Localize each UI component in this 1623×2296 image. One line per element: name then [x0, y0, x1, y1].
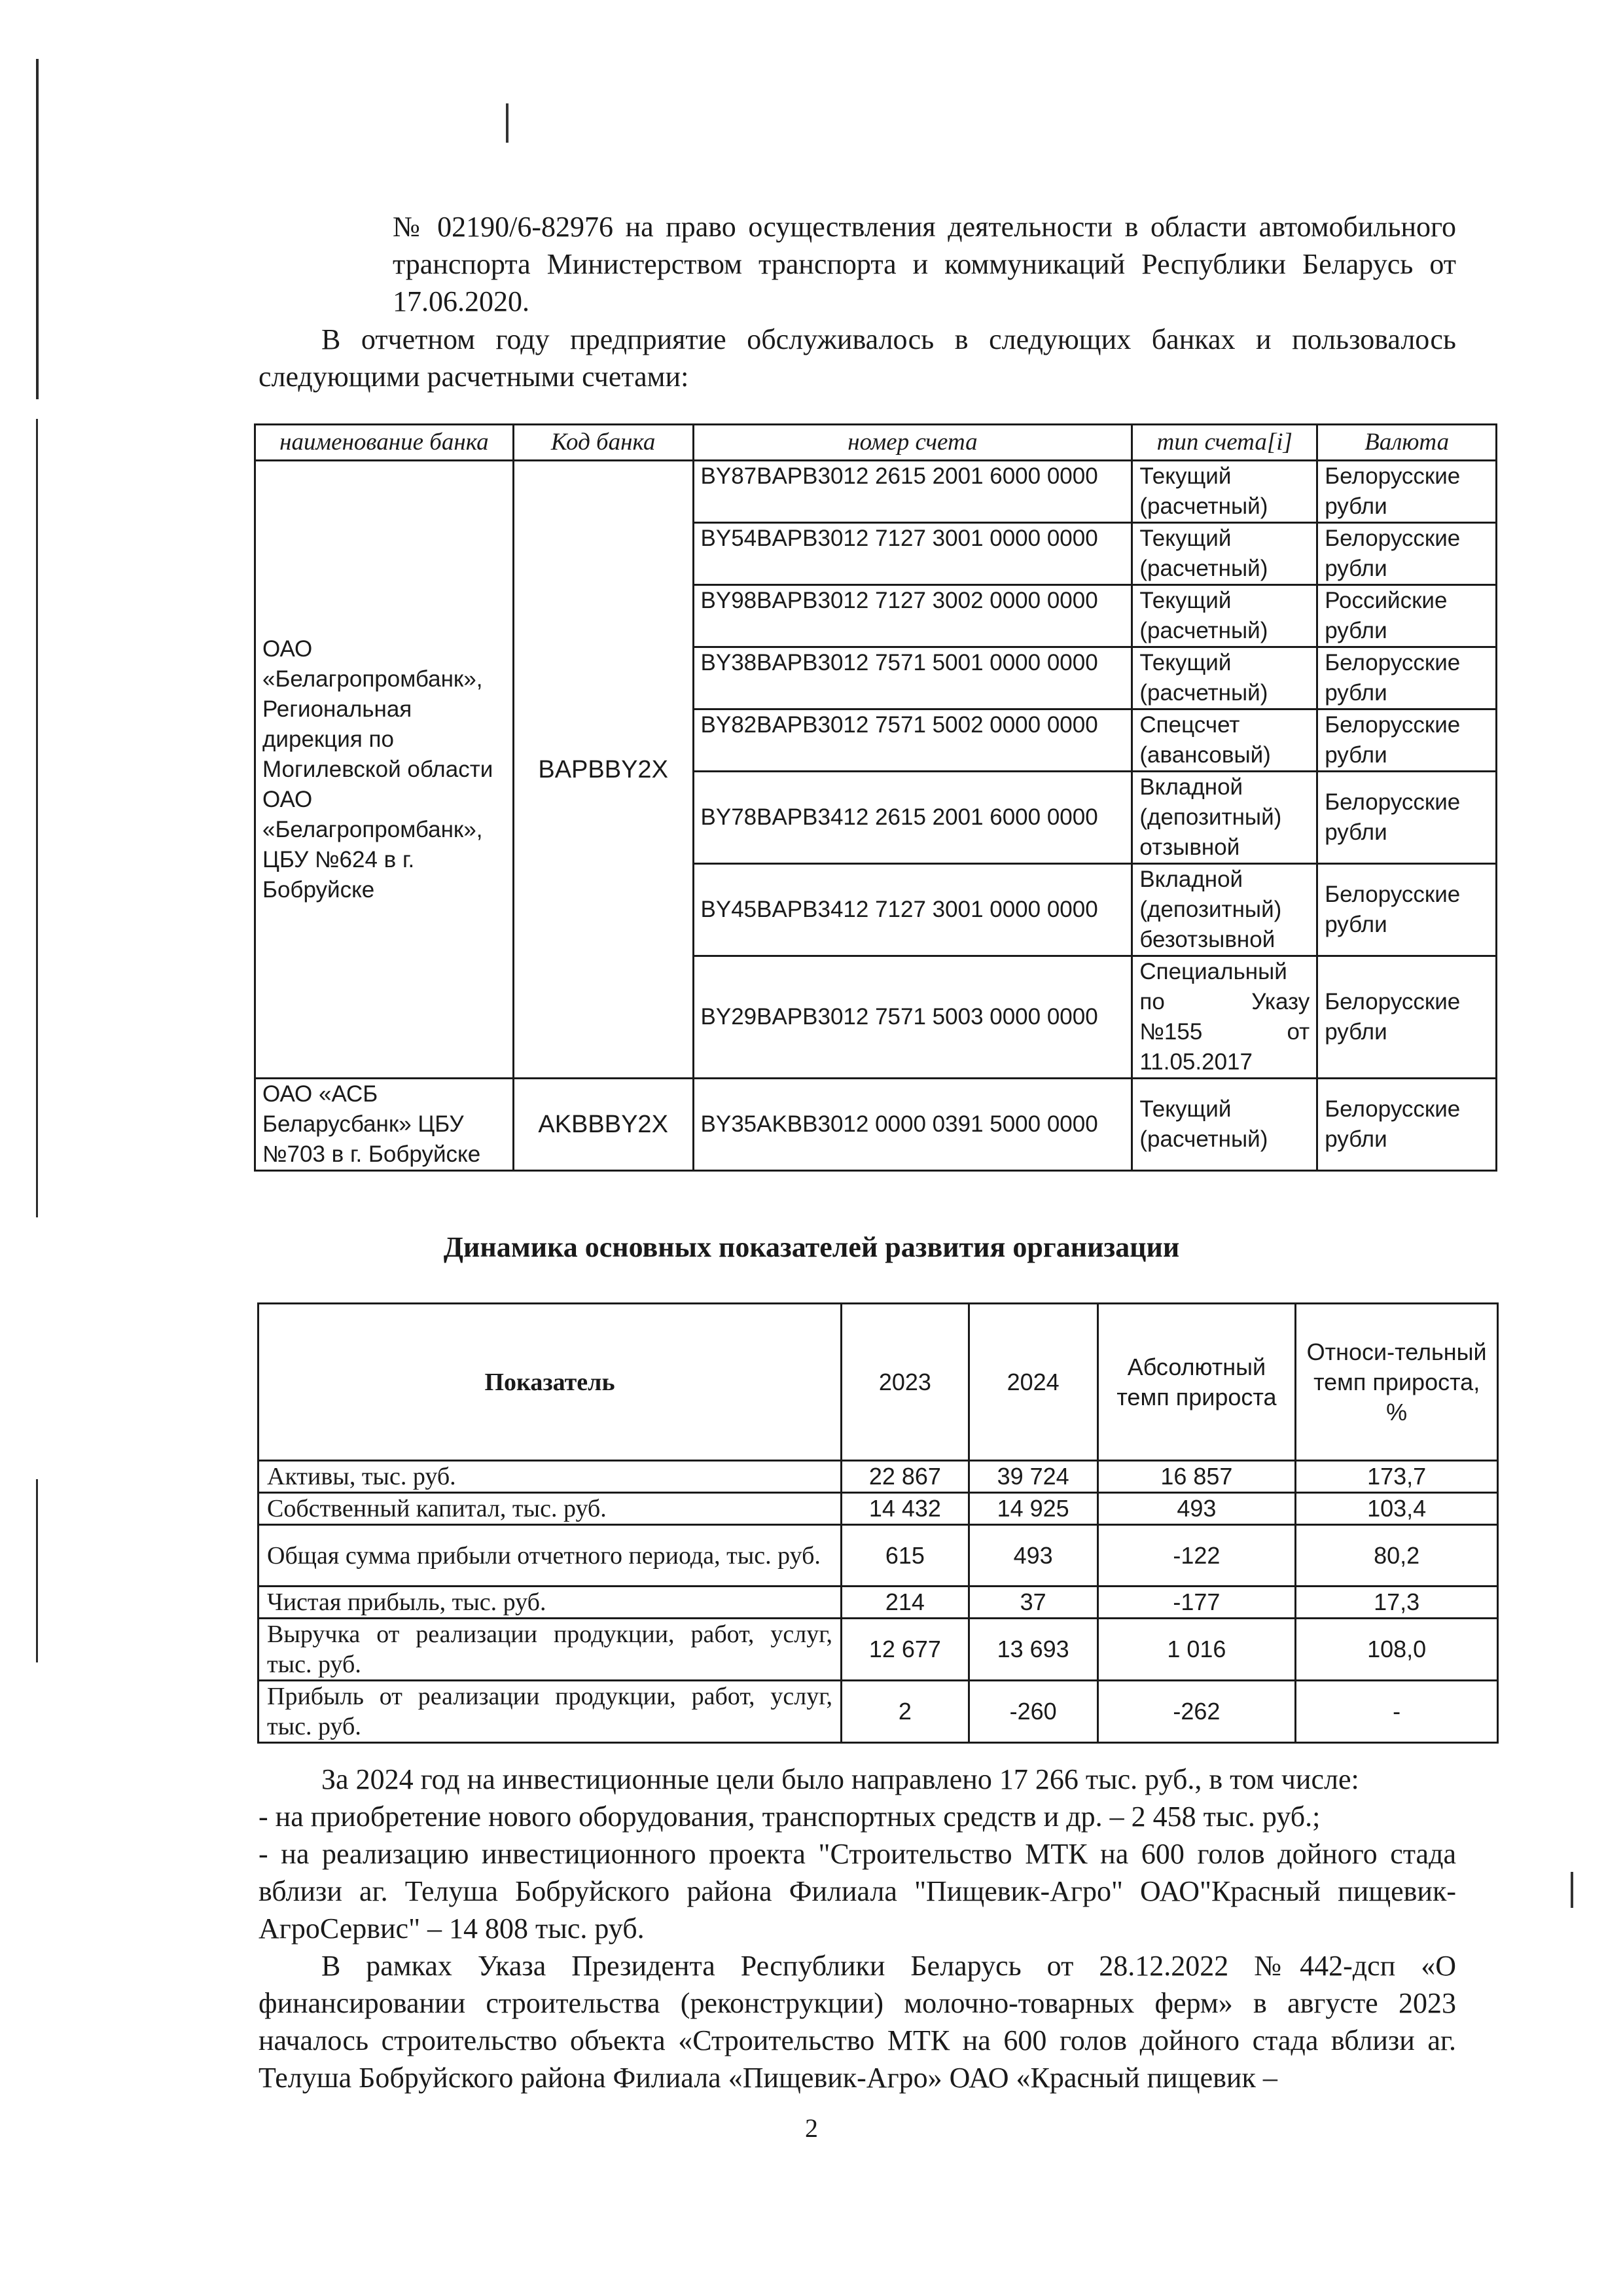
account-type-cell: Вкладной (депозитный) безотзывной: [1132, 864, 1317, 956]
page-number: 2: [805, 2113, 818, 2143]
currency-cell: Белорусские рубли: [1317, 864, 1497, 956]
scan-mark: [1571, 1872, 1573, 1908]
currency-cell: Белорусские рубли: [1317, 647, 1497, 709]
indicator-label: Собственный капитал, тыс. руб.: [259, 1493, 842, 1525]
type-word: от: [1287, 1019, 1310, 1045]
relative-growth: 108,0: [1296, 1619, 1498, 1681]
account-cell: BY98BAPB3012 7127 3002 0000 0000: [693, 585, 1132, 647]
value-2023: 22 867: [842, 1461, 969, 1493]
scan-edge-line: [36, 59, 39, 399]
table-header-row: [259, 1304, 1498, 1461]
account-type-cell: Текущий (расчетный): [1132, 461, 1317, 523]
currency-cell: Белорусские рубли: [1317, 461, 1497, 523]
account-cell: BY54BAPB3012 7127 3001 0000 0000: [693, 523, 1132, 585]
currency-cell: Белорусские рубли: [1317, 956, 1497, 1079]
currency-cell: Белорусские рубли: [1317, 523, 1497, 585]
column-header: Абсолютный темп прироста: [1097, 1304, 1296, 1461]
column-header: Валюта: [1317, 425, 1497, 461]
value-2023: 14 432: [842, 1493, 969, 1525]
decree-paragraph: В рамках Указа Президента Республики Беларусь от 28.12.2022 №442-дсп «О финансировании строительства (реконструкции) молочно-товарных ферм» в августе 2023 началось строительство объекта «Строительство МТК на 600 голов дойного стада вблизи аг. Телуша Бобруйского района Филиала «Пищевик-Агро» ОАО «Красный пищевик –: [259, 1950, 1456, 2094]
license-paragraph: № 02190/6-82976 на право осуществления деятельности в области автомобильного транспорта Министерством транспорта и коммуникаций Республики Беларусь от 17.06.2020.: [393, 211, 1456, 317]
investment-item-project: - на реализацию инвестиционного проекта "Строительство МТК на 600 голов дойного стада вблизи аг. Телуша Бобруйского района Филиала "Пищевик-Агро" ОАО"Красный пищевик-АгроСервис" – 14 808 тыс. руб.: [259, 1838, 1456, 1945]
relative-growth: 80,2: [1296, 1525, 1498, 1587]
indicator-label: Прибыль от реализации продукции, работ, услуг, тыс. руб.: [259, 1681, 842, 1743]
account-cell: BY38BAPB3012 7571 5001 0000 0000: [693, 647, 1132, 709]
value-2024: -260: [969, 1681, 1097, 1743]
account-type-cell: Текущий (расчетный): [1132, 523, 1317, 585]
absolute-growth: 493: [1097, 1493, 1296, 1525]
account-cell: BY45BAPB3412 7127 3001 0000 0000: [693, 864, 1132, 956]
type-word: по: [1139, 989, 1165, 1014]
table-row: [259, 1493, 1498, 1525]
bank-accounts-table: [254, 423, 1497, 1172]
table-row: [255, 1079, 1497, 1171]
indicator-label: Активы, тыс. руб.: [259, 1461, 842, 1493]
value-2024: 13 693: [969, 1619, 1097, 1681]
table-row: [255, 461, 1497, 523]
indicator-label: Выручка от реализации продукции, работ, услуг, тыс. руб.: [259, 1619, 842, 1681]
relative-growth: 173,7: [1296, 1461, 1498, 1493]
type-line: [1139, 1017, 1310, 1047]
column-header: 2023: [842, 1304, 969, 1461]
type-line: [1139, 987, 1310, 1017]
currency-cell: Белорусские рубли: [1317, 1079, 1497, 1171]
account-cell: BY82BAPB3012 7571 5002 0000 0000: [693, 709, 1132, 772]
investment-item-equipment: - на приобретение нового оборудования, транспортных средств и др. – 2 458 тыс. руб.;: [259, 1801, 1321, 1833]
account-cell: BY87BAPB3012 2615 2001 6000 0000: [693, 461, 1132, 523]
bank-name-cell: ОАО «АСБ Беларусбанк» ЦБУ №703 в г. Бобруйске: [255, 1079, 514, 1171]
scan-edge-line: [36, 419, 38, 1217]
indicator-label: Чистая прибыль, тыс. руб.: [259, 1587, 842, 1619]
investment-total-paragraph: За 2024 год на инвестиционные цели было направлено 17 266 тыс. руб., в том числе:: [321, 1763, 1359, 1795]
relative-growth: 103,4: [1296, 1493, 1498, 1525]
type-word: Указу: [1251, 989, 1310, 1014]
type-line: Специальный: [1139, 959, 1287, 984]
column-header: тип счета[i]: [1132, 425, 1317, 461]
column-header: номер счета: [693, 425, 1132, 461]
account-type-cell: Спецсчет (авансовый): [1132, 709, 1317, 772]
table-header-row: [255, 425, 1497, 461]
account-type-cell: Вкладной (депозитный) отзывной: [1132, 772, 1317, 864]
value-2023: 615: [842, 1525, 969, 1587]
value-2024: 39 724: [969, 1461, 1097, 1493]
scan-mark: [506, 103, 508, 143]
absolute-growth: -177: [1097, 1587, 1296, 1619]
value-2023: 12 677: [842, 1619, 969, 1681]
account-type-cell: Текущий (расчетный): [1132, 1079, 1317, 1171]
currency-cell: Белорусские рубли: [1317, 772, 1497, 864]
account-type-cell: [1132, 956, 1317, 1079]
column-header: Относи-тельный темп прироста, %: [1296, 1304, 1498, 1461]
column-header: Показатель: [259, 1304, 842, 1461]
bank-name-cell: ОАО «Белагропромбанк», Региональная дирекция по Могилевской области ОАО «Белагропромбанк», ЦБУ №624 в г. Бобруйске: [255, 461, 514, 1079]
bank-code-cell: BAPBBY2X: [513, 461, 693, 1079]
table-row: [259, 1461, 1498, 1493]
type-word: №155: [1139, 1019, 1203, 1045]
account-cell: BY78BAPB3412 2615 2001 6000 0000: [693, 772, 1132, 864]
account-type-cell: Текущий (расчетный): [1132, 647, 1317, 709]
absolute-growth: -262: [1097, 1681, 1296, 1743]
account-cell: BY29BAPB3012 7571 5003 0000 0000: [693, 956, 1132, 1079]
currency-cell: Белорусские рубли: [1317, 709, 1497, 772]
table-row: [259, 1525, 1498, 1587]
table-row: [259, 1619, 1498, 1681]
value-2023: 2: [842, 1681, 969, 1743]
type-line: 11.05.2017: [1139, 1049, 1253, 1075]
account-type-cell: Текущий (расчетный): [1132, 585, 1317, 647]
relative-growth: -: [1296, 1681, 1498, 1743]
section-title: Динамика основных показателей развития организации: [443, 1231, 1180, 1263]
relative-growth: 17,3: [1296, 1587, 1498, 1619]
indicators-table: [257, 1302, 1499, 1744]
bank-code-cell: AKBBBY2X: [513, 1079, 693, 1171]
currency-cell: Российские рубли: [1317, 585, 1497, 647]
column-header: 2024: [969, 1304, 1097, 1461]
value-2024: 14 925: [969, 1493, 1097, 1525]
scan-edge-line: [36, 1479, 38, 1662]
column-header: Код банка: [513, 425, 693, 461]
column-header: наименование банка: [255, 425, 514, 461]
value-2024: 37: [969, 1587, 1097, 1619]
table-row: [259, 1681, 1498, 1743]
absolute-growth: 1 016: [1097, 1619, 1296, 1681]
absolute-growth: -122: [1097, 1525, 1296, 1587]
table-row: [259, 1587, 1498, 1619]
banks-intro-paragraph: В отчетном году предприятие обслуживалось в следующих банках и пользовалось следующими расчетными счетами:: [259, 323, 1456, 393]
value-2023: 214: [842, 1587, 969, 1619]
account-cell: BY35AKBB3012 0000 0391 5000 0000: [693, 1079, 1132, 1171]
value-2024: 493: [969, 1525, 1097, 1587]
indicator-label: Общая сумма прибыли отчетного периода, тыс. руб.: [259, 1525, 842, 1587]
absolute-growth: 16 857: [1097, 1461, 1296, 1493]
